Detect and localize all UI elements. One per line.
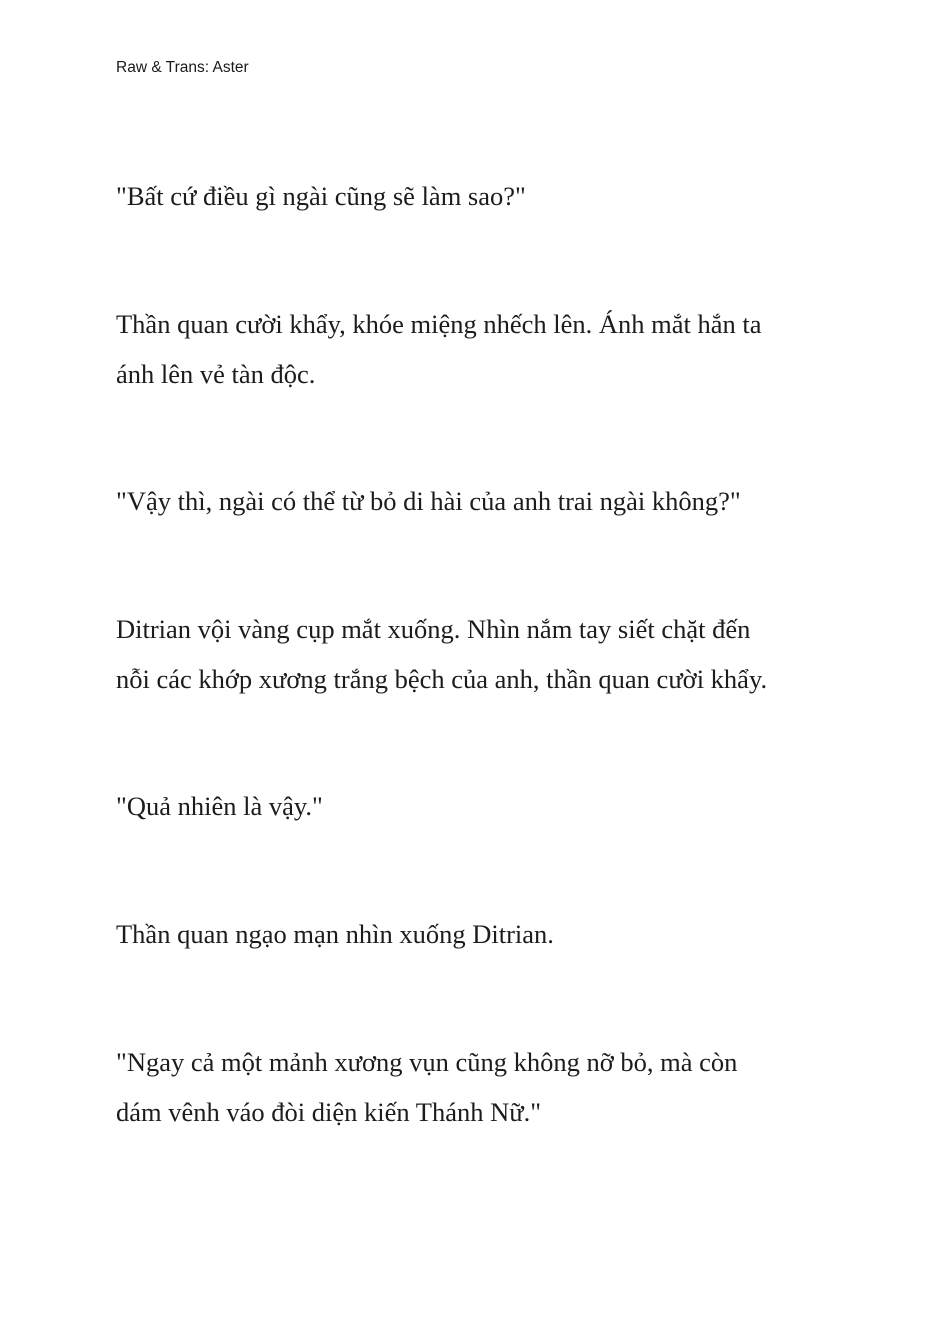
text-line: dám vênh váo đòi diện kiến Thánh Nữ.": [116, 1097, 542, 1127]
paragraph-dialogue-1: [116, 171, 846, 221]
text-line: "Vậy thì, ngài có thể từ bỏ di hài của anh trai ngài không?": [116, 486, 741, 516]
text-line: "Ngay cả một mảnh xương vụn cũng không nỡ bỏ, mà còn: [116, 1047, 738, 1077]
paragraph-narration-2: [116, 604, 846, 704]
paragraph-dialogue-4: [116, 1037, 846, 1137]
text-line: Ditrian vội vàng cụp mắt xuống. Nhìn nắm tay siết chặt đến: [116, 614, 751, 644]
text-line: Thần quan cười khẩy, khóe miệng nhếch lên. Ánh mắt hắn ta: [116, 309, 762, 339]
translator-credit: Raw & Trans: Aster: [116, 59, 249, 76]
text-line: Thần quan ngạo mạn nhìn xuống Ditrian.: [116, 919, 554, 949]
text-line: "Quả nhiên là vậy.": [116, 791, 323, 821]
paragraph-narration-1: [116, 299, 846, 399]
paragraph-narration-3: [116, 909, 846, 959]
paragraph-dialogue-3: [116, 781, 846, 831]
paragraph-dialogue-2: [116, 476, 846, 526]
text-line: nỗi các khớp xương trắng bệch của anh, thần quan cười khẩy.: [116, 664, 768, 694]
text-line: "Bất cứ điều gì ngài cũng sẽ làm sao?": [116, 181, 526, 211]
text-line: ánh lên vẻ tàn độc.: [116, 359, 316, 389]
